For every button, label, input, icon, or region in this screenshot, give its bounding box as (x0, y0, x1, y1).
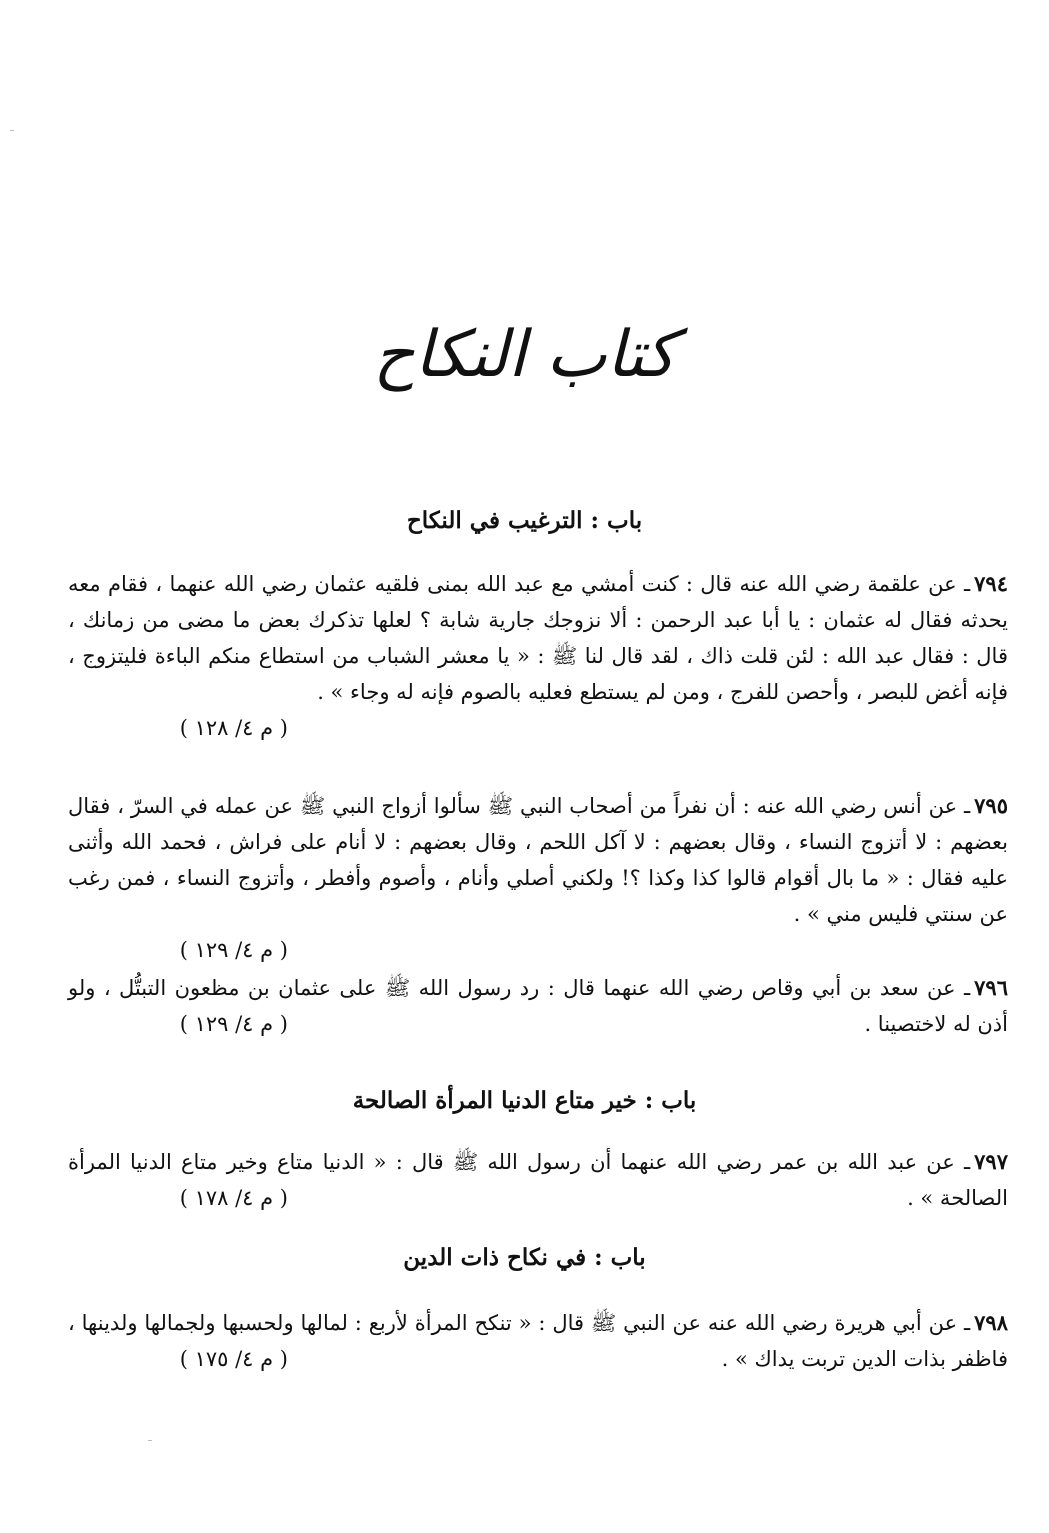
hadith-reference: ( م ٤/ ١٢٨ ) (179, 716, 288, 740)
chapter-heading-2: باب : خير متاع الدنيا المرأة الصالحة (352, 1087, 697, 1114)
hadith-body (68, 566, 1008, 710)
hadith-number: ٧٩٨ (974, 1310, 1008, 1335)
hadith-text: ـ عن عبد الله بن عمر رضي الله عنهما أن رسول الله ﷺ قال : « الدنيا متاع وخير متاع الدنيا المرأة الصالحة » . (68, 1150, 1008, 1210)
hadith-798 (68, 1305, 1008, 1377)
chapter-heading-1: باب : الترغيب في النكاح (406, 507, 643, 534)
scan-speck (148, 1440, 152, 1441)
hadith-reference: ( م ٤/ ١٢٩ ) (179, 938, 288, 962)
hadith-text: ـ عن سعد بن أبي وقاص رضي الله عنهما قال : رد رسول الله ﷺ على عثمان بن مظعون التبتُّل ، ولو أذن له لاختصينا . (68, 976, 1008, 1036)
hadith-text: ـ عن علقمة رضي الله عنه قال : كنت أمشي مع عبد الله بمنى فلقيه عثمان رضي الله عنهما ، فقام معه يحدثه فقال له عثمان : يا أبا عبد الرحمن : ألا نزوجك جارية شابة ؟ لعلها تذكرك بعض ما مضى من زمانك ، قال : فقال عبد الله : لئن قلت ذاك ، لقد قال لنا ﷺ : « يا معشر الشباب من استطاع منكم الباءة فليتزوج ، فإنه أغض للبصر ، وأحصن للفرج ، ومن لم يستطع فعليه بالصوم فإنه له وجاء » . (68, 572, 1008, 704)
scan-speck (10, 130, 14, 131)
hadith-text: ـ عن أنس رضي الله عنه : أن نفراً من أصحاب النبي ﷺ سألوا أزواج النبي ﷺ عن عمله في السرّ ، فقال بعضهم : لا أتزوج النساء ، وقال بعضهم : لا آكل اللحم ، وقال بعضهم : لا أنام على فراش ، فحمد الله وأثنى عليه فقال : « ما بال أقوام قالوا كذا وكذا ؟! ولكني أصلي وأنام ، وأصوم وأفطر ، وأتزوج النساء ، فمن رغب عن سنتي فليس مني » . (68, 794, 1008, 926)
hadith-reference: ( م ٤/ ١٧٨ ) (179, 1186, 288, 1210)
hadith-body (68, 788, 1008, 932)
chapter-heading-3: باب : في نكاح ذات الدين (403, 1244, 646, 1271)
hadith-number: ٧٩٥ (974, 793, 1008, 818)
hadith-797 (68, 1144, 1008, 1216)
hadith-reference: ( م ٤/ ١٧٥ ) (179, 1347, 288, 1371)
book-title: كتاب النكاح (373, 318, 676, 392)
hadith-number: ٧٩٦ (974, 975, 1008, 1000)
hadith-reference: ( م ٤/ ١٢٩ ) (179, 1012, 288, 1036)
hadith-number: ٧٩٧ (974, 1149, 1008, 1174)
hadith-795 (68, 788, 1008, 968)
hadith-796 (68, 970, 1008, 1042)
hadith-794 (68, 566, 1008, 746)
hadith-number: ٧٩٤ (974, 571, 1008, 596)
hadith-text: ـ عن أبي هريرة رضي الله عنه عن النبي ﷺ قال : « تنكح المرأة لأربع : لمالها ولحسبها ولجمالها ولدينها ، فاظفر بذات الدين تربت يداك » . (68, 1311, 1008, 1371)
